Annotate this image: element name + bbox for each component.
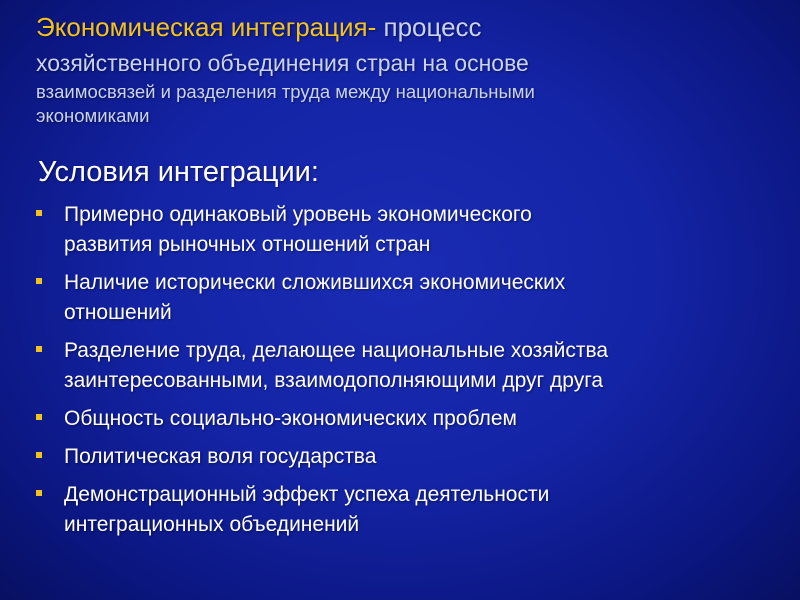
bullet-item bbox=[36, 268, 776, 328]
bullet-item bbox=[36, 480, 776, 540]
bullet-item bbox=[36, 404, 776, 434]
bullet-text-line: Разделение труда, делающее национальные хозяйства bbox=[64, 339, 609, 362]
bullet-item bbox=[36, 442, 776, 472]
bullet-item bbox=[36, 200, 776, 260]
bullet-list bbox=[36, 200, 776, 548]
bullet-text-line: Общность социально-экономических проблем bbox=[64, 407, 517, 430]
bullet-text-line: заинтересованными, взаимодополняющими друг друга bbox=[64, 369, 604, 392]
bullet-square-icon bbox=[36, 414, 42, 420]
title-highlight: Экономическая интеграция- bbox=[36, 12, 377, 42]
bullet-square-icon bbox=[36, 452, 42, 458]
bullet-square-icon bbox=[36, 210, 42, 216]
bullet-square-icon bbox=[36, 490, 42, 496]
bullet-text-line: Примерно одинаковый уровень экономического bbox=[64, 203, 532, 226]
subheading: Условия интеграции: bbox=[38, 156, 319, 188]
title-rest: процесс bbox=[376, 12, 482, 42]
bullet-text-line: Демонстрационный эффект успеха деятельности bbox=[64, 483, 550, 506]
title-line-1 bbox=[36, 8, 776, 46]
title-line-2: хозяйственного объединения стран на основе bbox=[36, 50, 529, 76]
bullet-square-icon bbox=[36, 278, 42, 284]
title-line-4: экономиками bbox=[36, 105, 150, 126]
bullet-text-line: отношений bbox=[64, 301, 172, 324]
bullet-square-icon bbox=[36, 346, 42, 352]
bullet-text-line: Наличие исторически сложившихся экономических bbox=[64, 271, 566, 294]
bullet-text-line: интеграционных объединений bbox=[64, 513, 360, 536]
bullet-item bbox=[36, 336, 776, 396]
title-line-3: взаимосвязей и разделения труда между национальными bbox=[36, 81, 535, 102]
slide-title bbox=[36, 8, 776, 128]
bullet-text-line: развития рыночных отношений стран bbox=[64, 233, 431, 256]
bullet-text-line: Политическая воля государства bbox=[64, 445, 377, 468]
